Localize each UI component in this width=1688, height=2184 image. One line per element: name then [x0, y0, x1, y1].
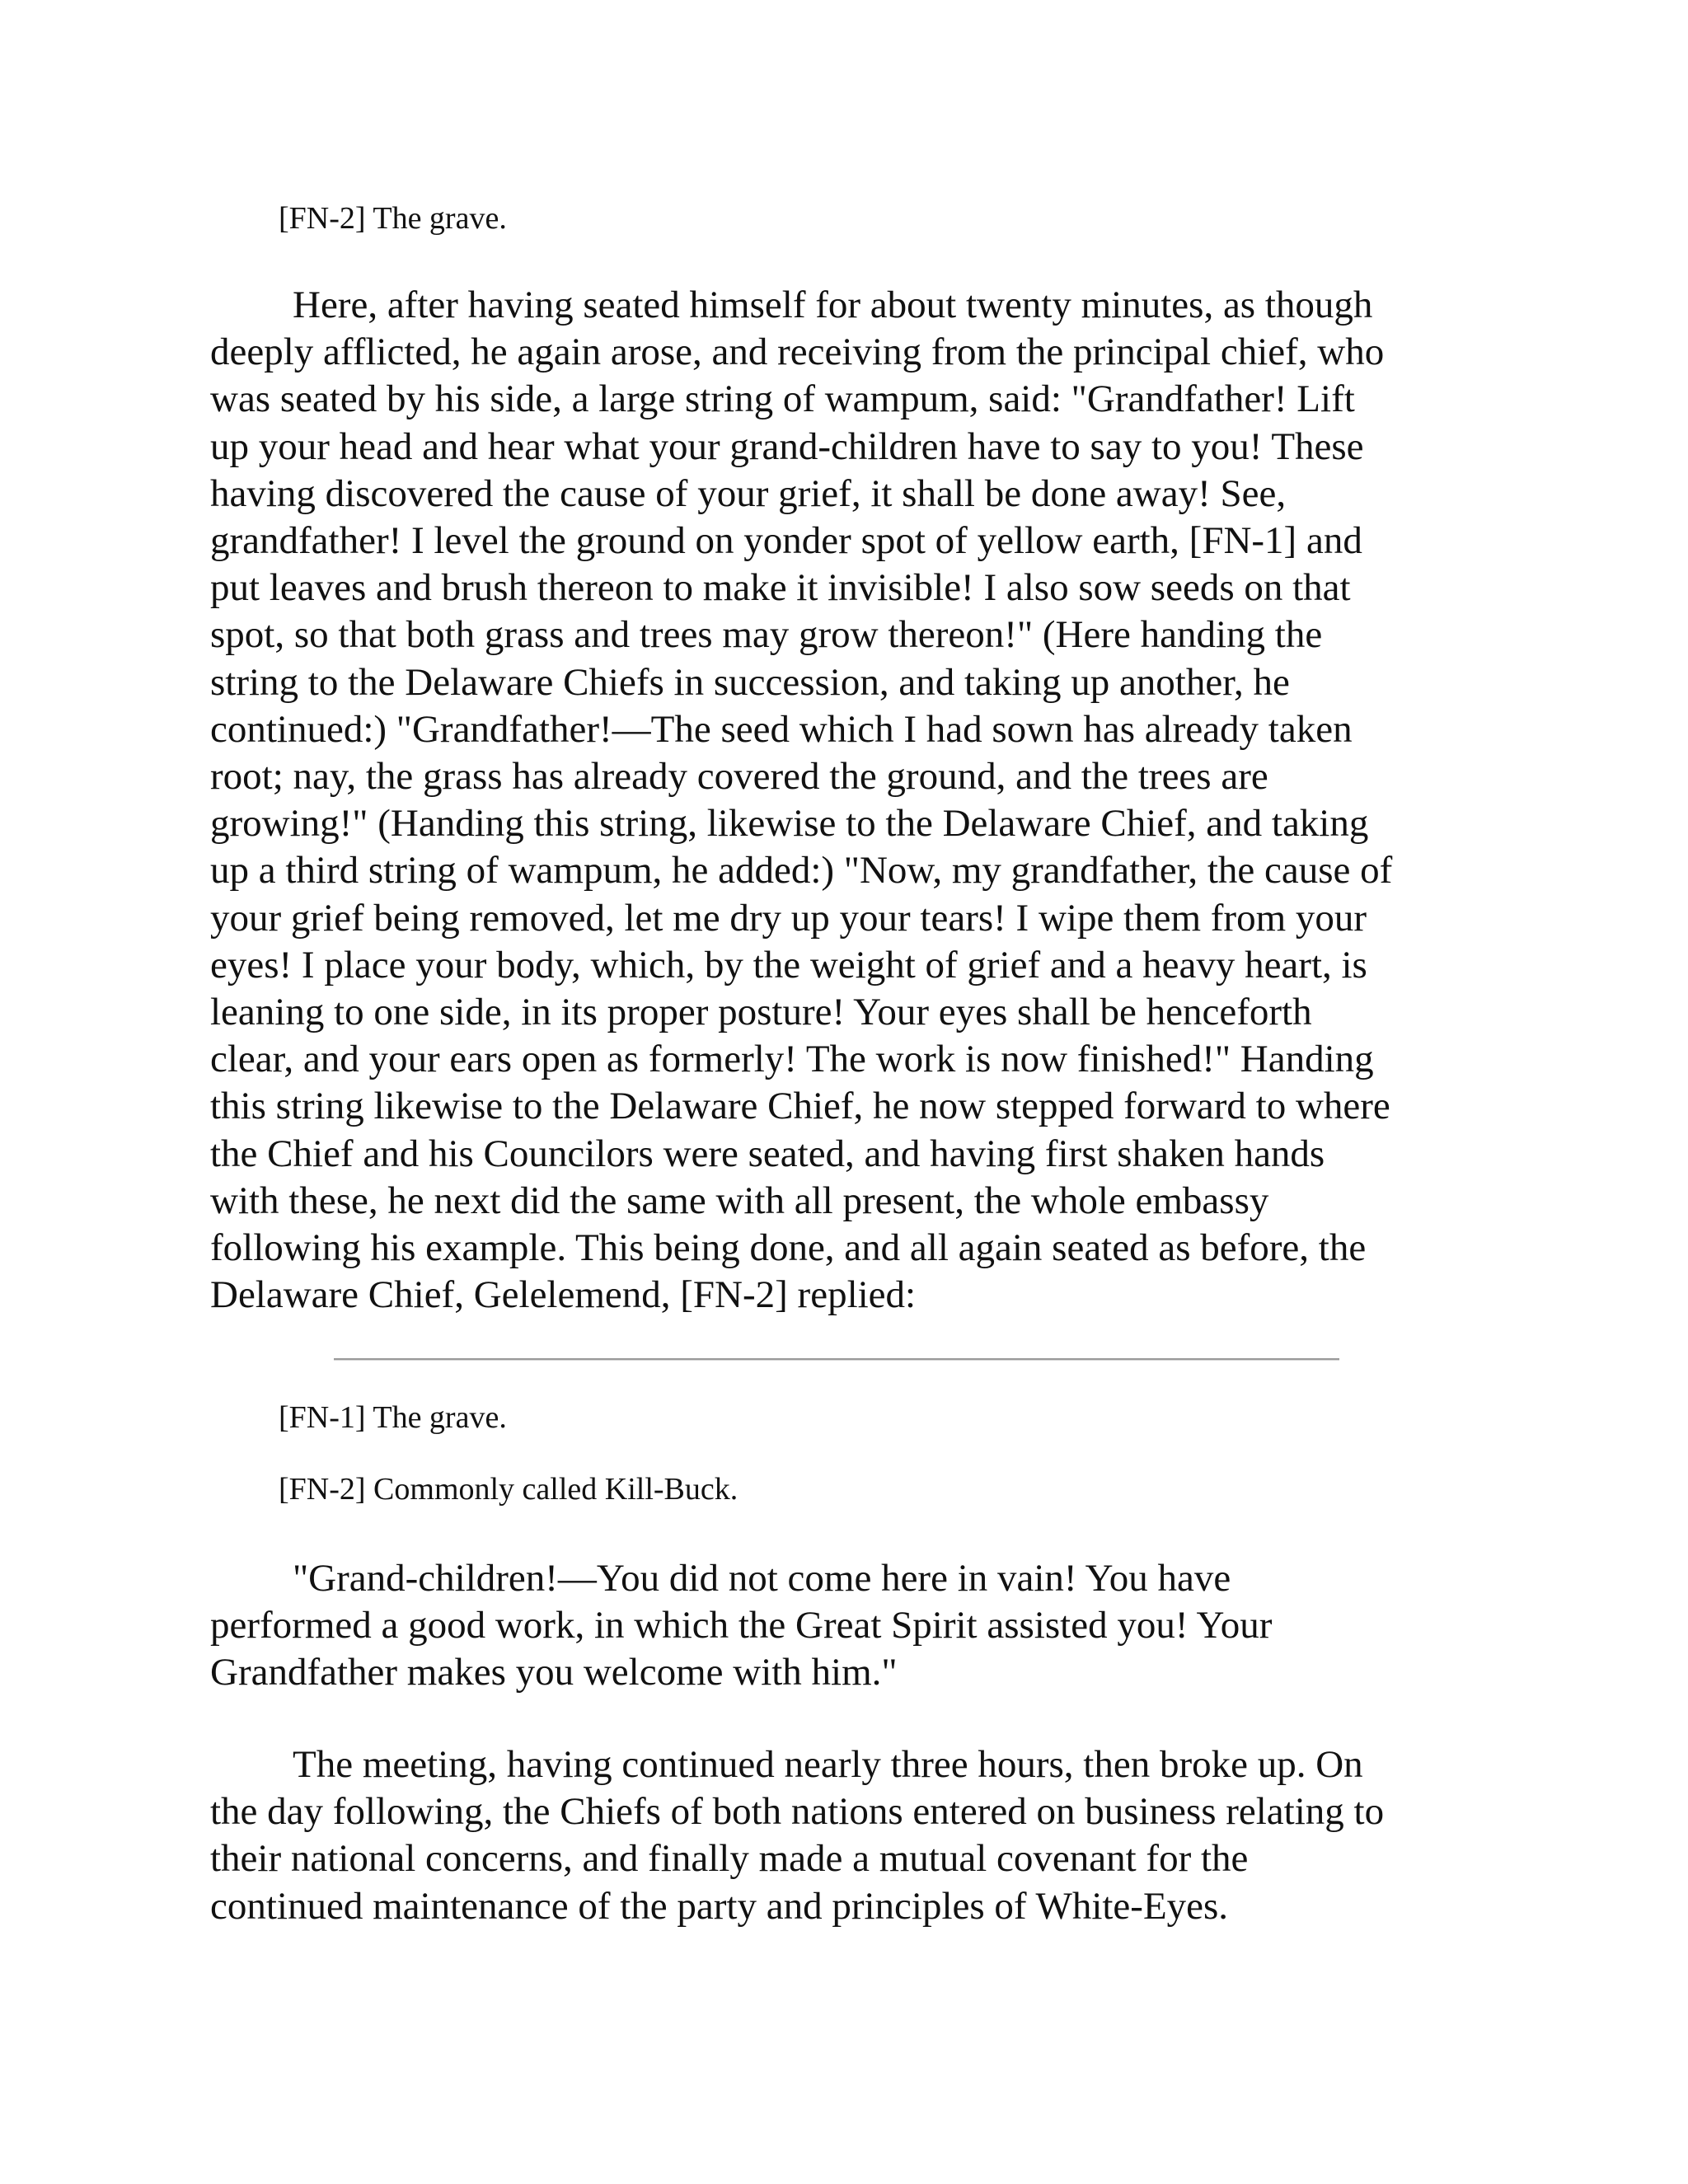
top-footnote: [FN-2] The grave. — [279, 201, 507, 236]
paragraph-line: Delaware Chief, Gelelemend, [FN-2] replied: — [210, 1273, 917, 1317]
paragraph-line: "Grand-children!—You did not come here in vain! You have — [293, 1557, 1231, 1600]
paragraph-line: root; nay, the grass has already covered the ground, and the trees are — [210, 755, 1268, 799]
paragraph-line: The meeting, having continued nearly three hours, then broke up. On — [293, 1743, 1363, 1786]
paragraph-line: having discovered the cause of your grief, it shall be done away! See, — [210, 471, 1287, 515]
paragraph-3 — [210, 1741, 1496, 1930]
paragraph-line: was seated by his side, a large string of wampum, said: "Grandfather! Lift — [210, 377, 1355, 421]
paragraph-line: Here, after having seated himself for about twenty minutes, as though — [293, 284, 1373, 326]
footnote-2: [FN-2] Commonly called Kill-Buck. — [279, 1472, 738, 1507]
paragraph-line: eyes! I place your body, which, by the weight of grief and a heavy heart, is — [210, 943, 1367, 987]
paragraph-line: your grief being removed, let me dry up your tears! I wipe them from your — [210, 896, 1367, 940]
paragraph-line: with these, he next did the same with all present, the whole embassy — [210, 1179, 1269, 1222]
paragraph-line: up a third string of wampum, he added:) "Now, my grandfather, the cause of — [210, 849, 1393, 893]
paragraph-line: performed a good work, in which the Great Spirit assisted you! Your — [210, 1604, 1273, 1647]
paragraph-1 — [210, 282, 1496, 1319]
paragraph-line: up your head and hear what your grand-children have to say to you! These — [210, 424, 1364, 468]
paragraph-line: the day following, the Chiefs of both nations entered on business relating to — [210, 1790, 1385, 1834]
footnote-divider — [334, 1358, 1339, 1361]
paragraph-line: deeply afflicted, he again arose, and receiving from the principal chief, who — [210, 330, 1385, 374]
paragraph-line: grandfather! I level the ground on yonder spot of yellow earth, [FN-1] and — [210, 519, 1362, 563]
paragraph-line: their national concerns, and finally made a mutual covenant for the — [210, 1837, 1249, 1881]
paragraph-line: this string likewise to the Delaware Chief, he now stepped forward to where — [210, 1085, 1390, 1128]
paragraph-line: Grandfather makes you welcome with him." — [210, 1651, 898, 1694]
paragraph-line: leaning to one side, in its proper posture! Your eyes shall be henceforth — [210, 991, 1312, 1034]
paragraph-line: growing!" (Handing this string, likewise to the Delaware Chief, and taking — [210, 802, 1369, 846]
footnote-1: [FN-1] The grave. — [279, 1400, 507, 1435]
paragraph-line: following his example. This being done, and all again seated as before, the — [210, 1226, 1367, 1270]
paragraph-line: spot, so that both grass and trees may grow thereon!" (Here handing the — [210, 613, 1323, 657]
paragraph-line: continued maintenance of the party and principles of White-Eyes. — [210, 1884, 1229, 1928]
paragraph-line: the Chief and his Councilors were seated, and having first shaken hands — [210, 1132, 1325, 1175]
paragraph-line: clear, and your ears open as formerly! The work is now finished!" Handing — [210, 1038, 1374, 1081]
paragraph-line: put leaves and brush thereon to make it invisible! I also sow seeds on that — [210, 566, 1351, 610]
paragraph-2 — [210, 1555, 1496, 1697]
paragraph-line: string to the Delaware Chiefs in succession, and taking up another, he — [210, 660, 1290, 704]
paragraph-line: continued:) "Grandfather!—The seed which I had sown has already taken — [210, 707, 1353, 751]
